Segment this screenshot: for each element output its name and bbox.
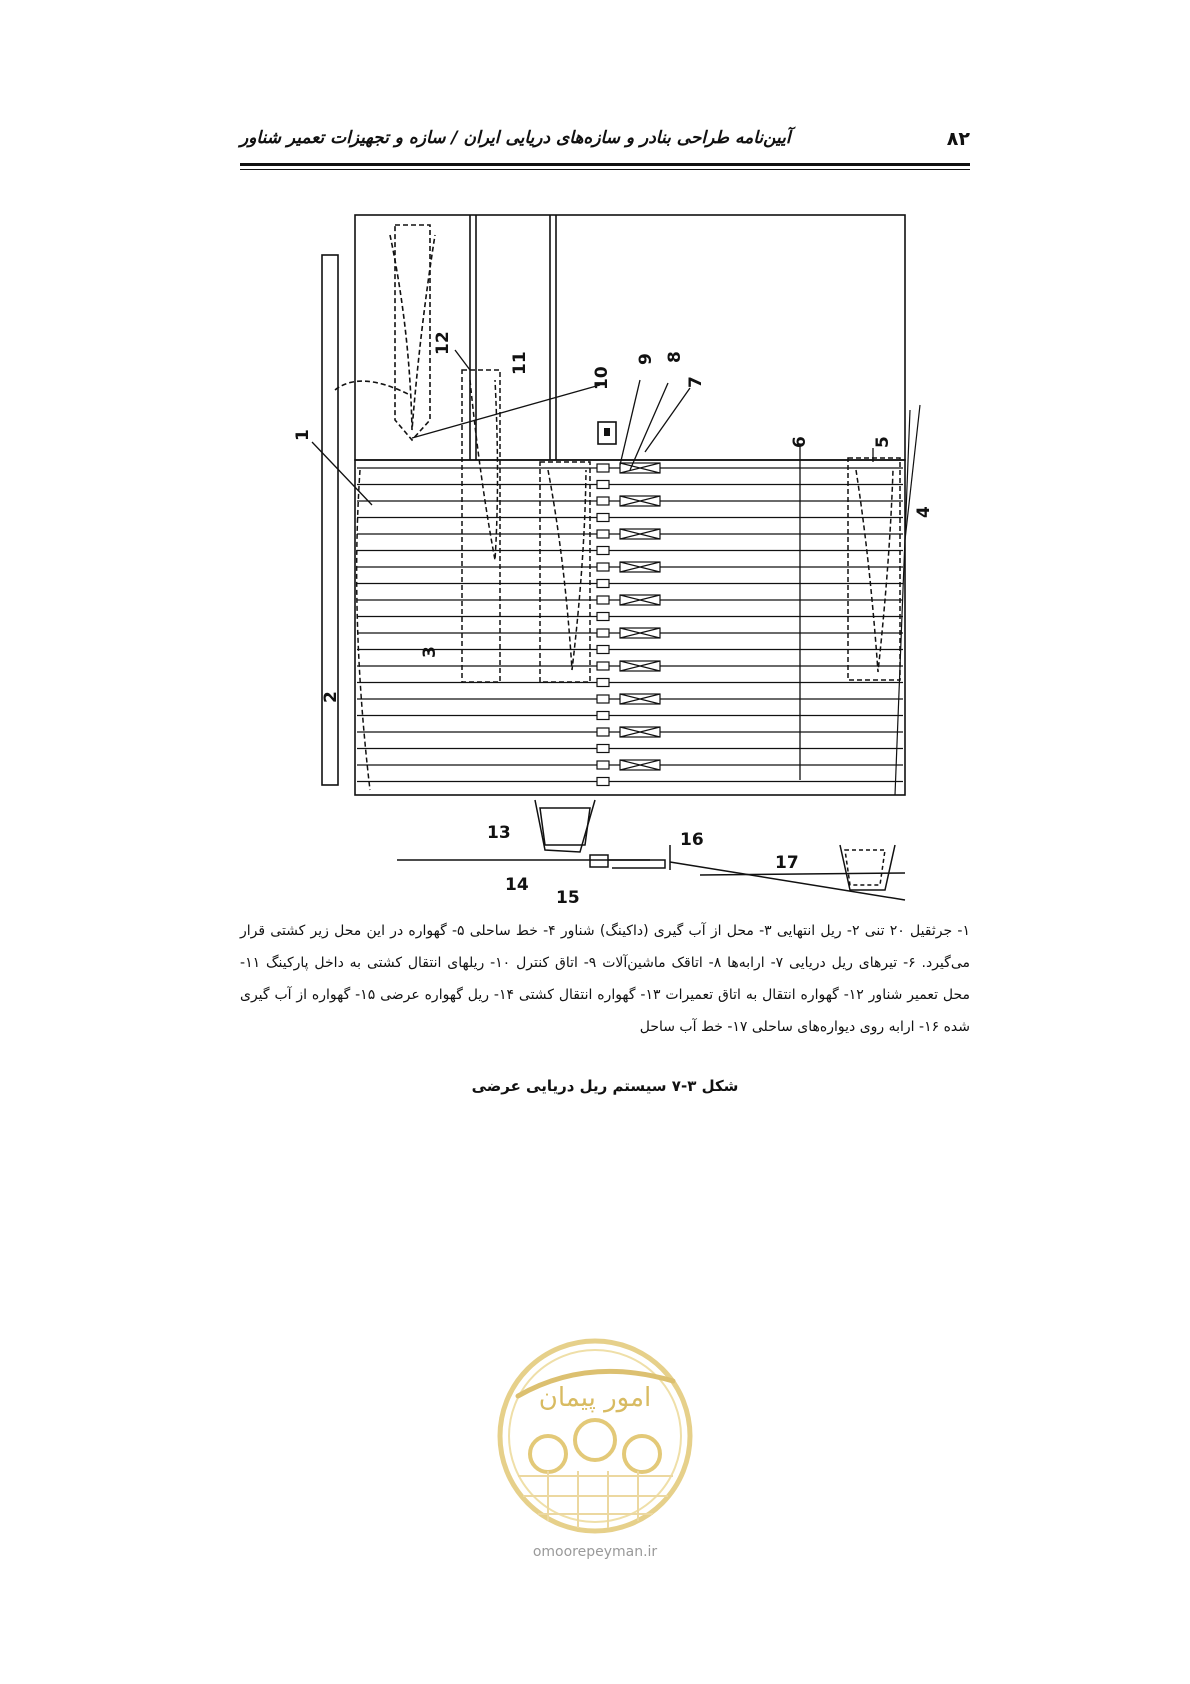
rail-stop	[597, 745, 609, 753]
watermark-logo	[488, 1336, 702, 1536]
label-7: 7	[686, 376, 706, 388]
rail-stop	[597, 712, 609, 720]
rail-stop	[597, 547, 609, 555]
label-12: 12	[433, 331, 453, 355]
rail-stop	[597, 728, 609, 736]
running-title: آیین‌نامه طراحی بنادر و سازه‌های دریایی ایران / سازه و تجهیزات تعمیر شناور	[240, 128, 791, 148]
label-14: 14	[505, 875, 529, 895]
rail-stop	[597, 514, 609, 522]
header-rule-thin	[240, 169, 970, 170]
label-8: 8	[665, 351, 685, 363]
rail-stop	[597, 580, 609, 588]
transverse-slipway-diagram	[293, 205, 934, 908]
rail-stop	[597, 761, 609, 769]
label-10: 10	[592, 366, 612, 390]
label-9: 9	[636, 353, 656, 365]
label-5: 5	[873, 436, 893, 448]
label-4: 4	[914, 506, 934, 518]
rail-stop	[597, 464, 609, 472]
rail-stop	[597, 646, 609, 654]
rail-stop	[597, 778, 609, 786]
rail-stop	[597, 596, 609, 604]
label-2: 2	[321, 691, 341, 703]
label-16: 16	[680, 830, 704, 850]
label-17: 17	[775, 853, 799, 873]
header-rule-thick	[240, 163, 970, 166]
rail-stop	[597, 497, 609, 505]
label-3: 3	[420, 646, 440, 658]
label-6: 6	[790, 436, 810, 448]
logo-text: امور پیمان	[538, 1383, 652, 1413]
rail-stop	[597, 613, 609, 621]
crane-rail	[322, 255, 338, 785]
carriages	[597, 463, 660, 786]
figure-title: شکل ۳-۷ سیستم ریل دریایی عرضی	[471, 1077, 739, 1095]
rail-stop	[597, 481, 609, 489]
rail-stop	[597, 679, 609, 687]
label-13: 13	[487, 823, 511, 843]
label-15: 15	[556, 888, 580, 908]
rail-stop	[597, 563, 609, 571]
figure-caption: ۱- جرثقیل ۲۰ تنی ۲- ریل انتهایی ۳- محل از آب گیری (داکینگ) شناور ۴- خط ساحلی ۵- گهواره در این محل زیر کشتی قرار می‌گیرد. ۶- تیرهای ریل دریایی ۷- ارابه‌ها ۸- اتاقک ماشین‌آلات ۹- اتاق کنترل ۱۰- ریلهای انتقال کشتی به داخل پارکینگ ۱۱- محل تعمیر شناور ۱۲- گهواره انتقال به اتاق تعمیرات ۱۳- گهواره انتقال کشتی ۱۴- ریل گهواره عرضی ۱۵- گهواره از آب گیری شده ۱۶- ارابه روی دیواره‌های ساحلی ۱۷- خط آب ساحل	[240, 923, 970, 1035]
watermark-site: omoorepeyman.ir	[532, 1544, 658, 1560]
rail-stop	[597, 530, 609, 538]
page-number: ۸۲	[946, 128, 970, 150]
rail-stop	[597, 629, 609, 637]
rail-stop	[597, 695, 609, 703]
label-1: 1	[293, 429, 313, 441]
rail-stop	[597, 662, 609, 670]
page-header	[240, 128, 970, 158]
label-11: 11	[510, 351, 530, 375]
